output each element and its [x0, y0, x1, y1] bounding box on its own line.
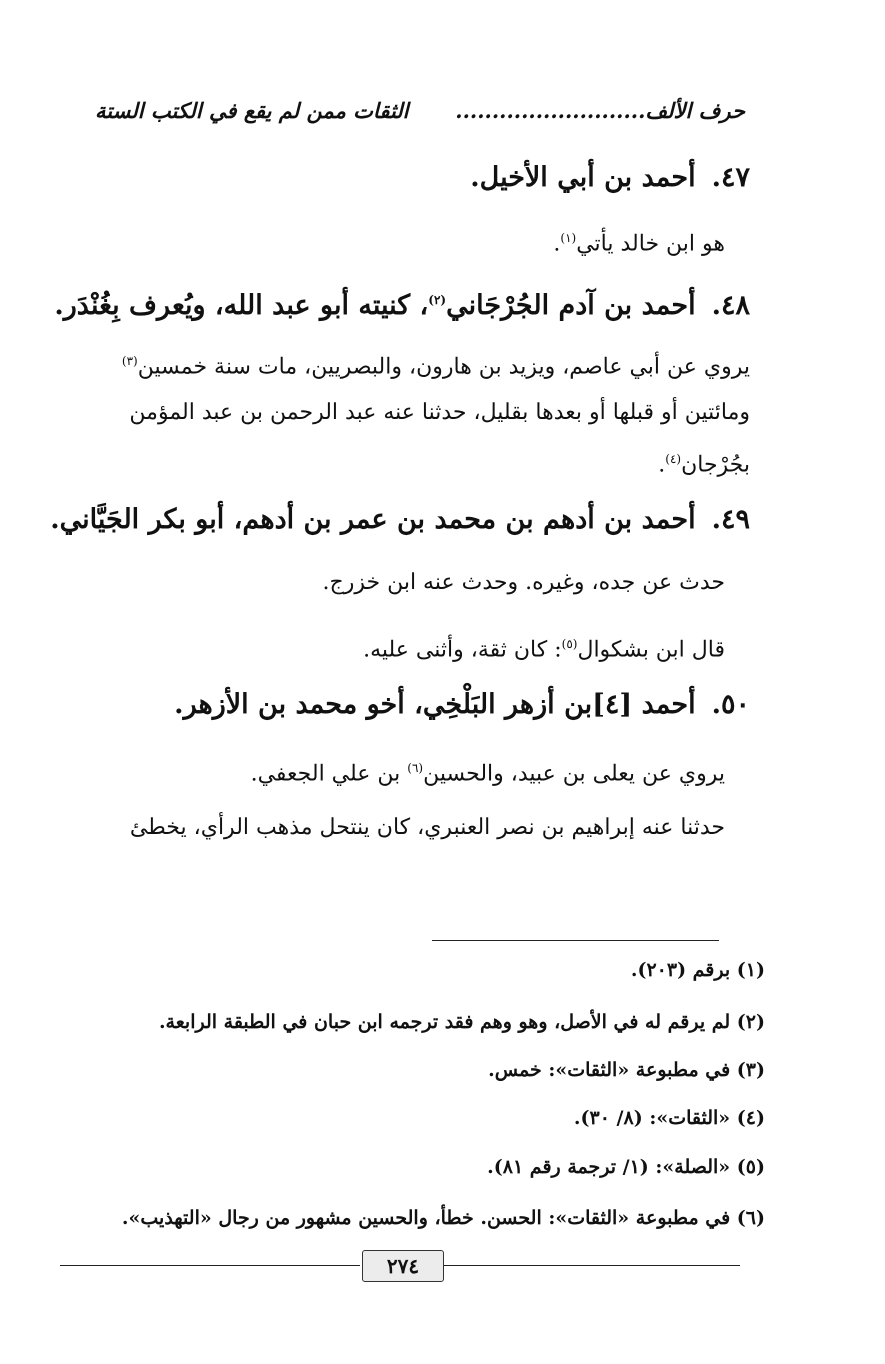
- entry-number: ٤٧.: [711, 162, 750, 193]
- text-run: هو ابن خالد يأتي: [576, 231, 725, 257]
- footnote-ref[interactable]: (٥): [561, 637, 578, 651]
- entry-48-line-1: [70, 335, 750, 393]
- entry-title: أحمد بن أبي الأخيل.: [470, 162, 696, 193]
- footnote-ref[interactable]: (١): [560, 231, 577, 245]
- header-letter-text: حرف الألف: [645, 98, 745, 123]
- entry-number: ٥٠.: [711, 689, 750, 720]
- footnote-3: (٣) في مطبوعة «الثقات»: خمس.: [488, 1059, 765, 1081]
- entry-title: أحمد بن آدم الجُرْجَاني: [446, 290, 696, 321]
- text-run: : كان ثقة، وأثنى عليه.: [363, 637, 562, 663]
- text-run: حدث عن جده، وغيره. وحدث عنه ابن خزرج.: [322, 570, 725, 595]
- text-run: بن علي الجعفي.: [250, 761, 408, 787]
- footnote-ref[interactable]: (٢): [428, 293, 447, 307]
- text-run: .: [553, 231, 561, 257]
- page-number: ٢٧٤: [362, 1250, 444, 1282]
- entry-heading-48: [54, 280, 750, 326]
- entry-49-line-2: [70, 618, 725, 676]
- entry-48-line-3: [70, 433, 750, 491]
- entry-heading-49: [50, 500, 750, 540]
- text-run: بجُرْجان: [681, 452, 750, 478]
- header-title: الثقات ممن لم يقع في الكتب الستة: [95, 98, 409, 123]
- footnote-4: (٤) «الثقات»: (٨/ ٣٠).: [573, 1107, 765, 1129]
- entry-49-line-1: [70, 557, 725, 609]
- entry-47-text: [70, 212, 725, 270]
- footnote-2: (٢) لم يرقم له في الأصل، وهو وهم فقد ترجمه ابن حبان في الطبقة الرابعة.: [158, 1011, 765, 1033]
- text-run: قال ابن بشكوال: [577, 637, 725, 663]
- entry-48-line-2: [70, 387, 750, 439]
- footnote-ref[interactable]: (٣): [121, 354, 138, 368]
- header-letter: [455, 96, 745, 126]
- entry-heading-47: [70, 158, 750, 198]
- bottom-rule-left: [60, 1265, 360, 1266]
- footnote-1: (١) برقم (٢٠٣).: [630, 959, 765, 981]
- entry-heading-50: [70, 685, 750, 725]
- entry-title: أحمد بن أدهم بن محمد بن عمر بن أدهم، أبو بكر الجَيَّاني.: [50, 504, 696, 535]
- entry-title-rest: ، كنيته أبو عبد الله، ويُعرف بِغُنْدَر.: [54, 290, 429, 321]
- footnote-ref[interactable]: (٦): [407, 761, 424, 775]
- text-run: ومائتين أو قبلها أو بعدها بقليل، حدثنا عنه عبد الرحمن بن عبد المؤمن: [129, 400, 750, 425]
- entry-number: ٤٩.: [711, 504, 750, 535]
- text-run: يروي عن أبي عاصم، ويزيد بن هارون، والبصريين، مات سنة خمسين: [137, 354, 750, 380]
- footnote-separator: [432, 940, 719, 941]
- entry-50-line-1: [70, 742, 725, 800]
- footnote-6: (٦) في مطبوعة «الثقات»: الحسن. خطأ، والحسين مشهور من رجال «التهذيب».: [121, 1207, 765, 1229]
- bottom-rule-right: [440, 1265, 740, 1266]
- entry-number: ٤٨.: [711, 290, 750, 321]
- footnote-ref[interactable]: (٤): [665, 452, 682, 466]
- footnote-5: (٥) «الصلة»: (١/ ترجمة رقم ٨١).: [487, 1156, 765, 1178]
- entry-title: أحمد [٤]بن أزهر البَلْخِي، أخو محمد بن الأزهر.: [174, 689, 696, 720]
- text-run: يروي عن يعلى بن عبيد، والحسين: [423, 761, 725, 787]
- text-run: حدثنا عنه إبراهيم بن نصر العنبري، كان ينتحل مذهب الرأي، يخطئ: [129, 815, 725, 840]
- entry-50-line-2: [70, 802, 725, 854]
- header-dots: ..........................: [455, 98, 646, 123]
- text-run: .: [658, 452, 666, 478]
